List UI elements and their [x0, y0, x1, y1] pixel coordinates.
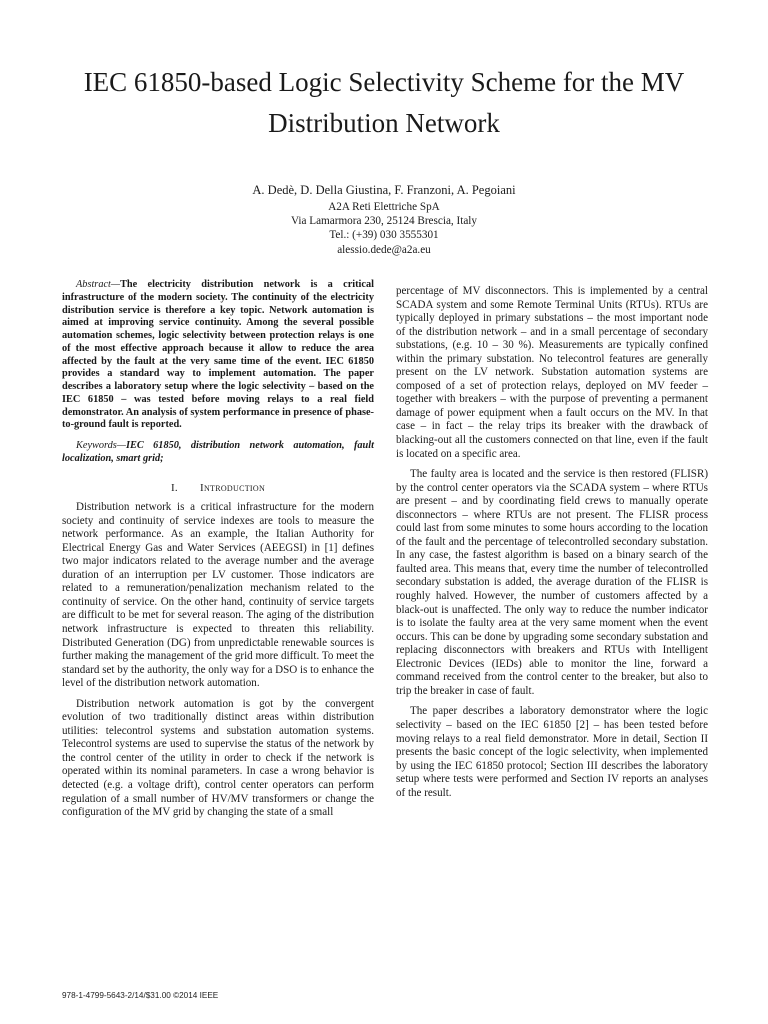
- body-paragraph-2: Distribution network automation is got by the convergent evolution of two traditionally distinct areas within distribution utilities: telecontrol systems and substation automation systems. Telecontrol systems are used to supervise the status of the network by the control center of the utility in order to check if the network is operated within its nominal parameters. In case a wrong behavior is detected (e.g. a voltage drift), control center operators can perform regulation of a small number of HV/MV transformers or change the configuration of the MV grid by changing the state of a small: [62, 697, 374, 819]
- copyright-footer: 978-1-4799-5643-2/14/$31.00 ©2014 IEEE: [62, 991, 219, 1000]
- affiliation-company: A2A Reti Elettriche SpA: [328, 201, 440, 213]
- abstract: [62, 279, 374, 432]
- section-number: I.: [170, 481, 178, 494]
- body-paragraph-5: The paper describes a laboratory demonstrator where the logic selectivity – based on the IEC 61850 [2] – has been tested before moving relays to a real field demonstrator. More in detail, Section II presents the basic concept of the logic selectivity, when implemented by using the IEC 61850 protocol; Section III describes the laboratory setup where tests were performed and Section IV reports an analyses of the result.: [396, 705, 708, 799]
- left-column: [62, 279, 374, 820]
- body-paragraph-3: percentage of MV disconnectors. This is implemented by a central SCADA system and some Remote Terminal Units (RTUs). RTUs are typically deployed in primary substations – the most important node of the distribution network – and in a small percentage of secondary substations, (e.g. 10 – 30 %). Measurements are typically confined within the primary substation. No telecontrol features are generally present on the LV network. Substation automation systems are composed of a set of protection relays, deployed on MV feeder – together with breakers – with the purpose of preventing a permanent damage of power equipment when a fault occurs on the MV. In that case – in fact – the relay trips its breaker with the drawback of blacking-out all the customers connected on that line, even if the fault is located on a specific area.: [396, 285, 708, 460]
- affiliation-phone: Tel.: (+39) 030 3555301: [329, 229, 439, 242]
- affiliation-email: alessio.dede@a2a.eu: [337, 243, 431, 256]
- body-paragraph-4: The faulty area is located and the service is then restored (FLISR) by the control center operators via the SCADA system – where RTUs are present – and by coordinating field crews to manually operate disconnectors – where RTUs are not present. The FLISR process could last from some minutes to some hours according to the location of the fault and the percentage of telecontrolled secondary substation. In any case, the fastest algorithm is based on a binary search of the faulted area. This means that, every time the number of telecontrolled secondary substation is added, the average duration of the FLISR is roughly halved. However, the number of customers affected by a black-out is unaffected. The only way to reduce the number indicator is to isolate the faulty area at the very same moment when the event occurs. This can be done by upgrading some secondary substation and replacing disconnectors with breakers and RTUs with Intelligent Electronic Devices (IEDs) able to monitor the line, forward a command received from the control center to the breaker, but also to trip the breaker in case of fault.: [396, 468, 708, 697]
- right-column: [396, 285, 708, 800]
- abstract-text: The electricity distribution network is a critical infrastructure of the modern society. The continuity of the electricity distribution service is therefore a key topic. Network automation is aimed at improving service continuity. Among the several possible automation schemes, logic selectivity between protection relays is one of the most effective approach because it allow to reduce the area affected by the fault at the very same time of the event. IEC 61850 provides a standard way to implement automation. The paper describes a laboratory setup where the logic selectivity – based on the IEC 61850 – was tested before moving relays to a real field demonstrator. An analysis of system performance in presence of phase-to-ground fault is reported.: [62, 279, 374, 431]
- keywords-text: IEC 61850, distribution network automation, fault localization, smart grid;: [62, 440, 374, 464]
- section-heading: [62, 482, 374, 496]
- keywords: [62, 440, 374, 466]
- section-title: Introduction: [199, 481, 266, 494]
- author-list: A. Dedè, D. Della Giustina, F. Franzoni, A. Pegoiani: [252, 183, 516, 197]
- affiliation-address: Via Lamarmora 230, 25124 Brescia, Italy: [290, 215, 478, 228]
- abstract-lead: Abstract—: [76, 279, 121, 290]
- paper-title: IEC 61850-based Logic Selectivity Scheme for the MV Distribution Network: [83, 67, 685, 138]
- affiliation-block: [40, 200, 728, 257]
- body-paragraph-1: Distribution network is a critical infrastructure for the modern society and continuity of service indexes are tools to measure the network performance. As an example, the Italian Authority for Electrical Energy Gas and Water Services (AEEGSI) in [1] defines two major indicators related to the average number and the average duration of an interruption per LV customer. Those indicators are related to a remuneration/penalization mechanism related to the continuity of service. On the other hand, continuity of service targets are difficult to be met for several reason. The aging of the distribution network infrastructure is expected to threaten this reliability. Distributed Generation (DG) from unpredictable renewable sources is further making the management of the grid more difficult. To meet the standard set by the authority, the only way for a DSO is to enhance the level of the distribution network automation.: [62, 501, 374, 690]
- keywords-lead: Keywords—: [76, 440, 126, 451]
